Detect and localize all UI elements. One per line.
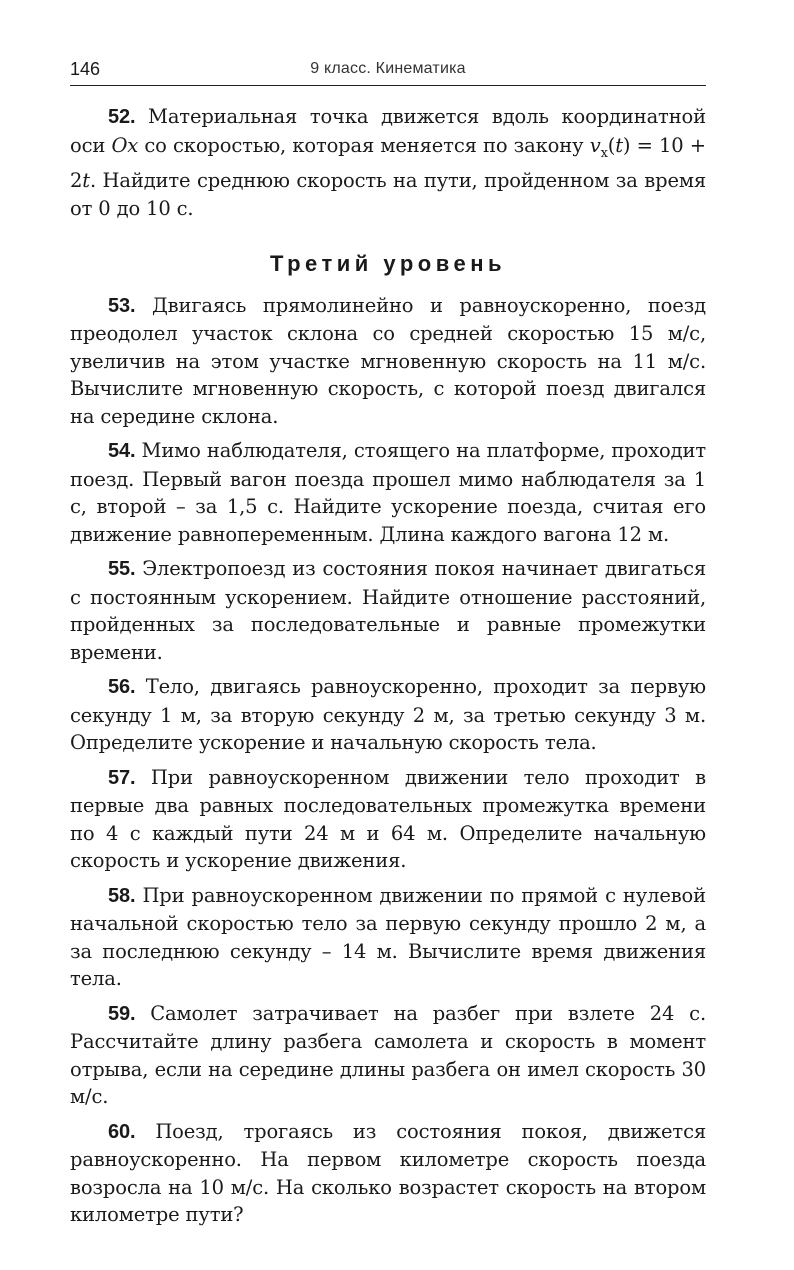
problem-number: 55. (108, 558, 136, 580)
problem-text: Материальная точка движется вдоль координатной оси (70, 105, 706, 157)
page-content (70, 103, 706, 1236)
problem-52 (70, 103, 706, 222)
problem-59 (70, 1000, 706, 1111)
problem-54 (70, 437, 706, 548)
problem-60 (70, 1118, 706, 1229)
running-title: 9 класс. Кинематика (310, 60, 466, 77)
problem-number: 57. (108, 766, 136, 789)
problem-text: Тело, двигаясь равноускоренно, проходит за первую секунду 1 м, за вторую секунду 2 м, за третью секунду 3 м. Определите ускорение и начальную скорость тела. (70, 675, 706, 754)
problem-number: 60. (108, 1120, 136, 1143)
problem-text: . Найдите среднюю скорость на пути, пройденном за время от 0 до 10 с. (70, 169, 706, 220)
axis-symbol: Ox (111, 133, 139, 157)
time-symbol: t (82, 169, 90, 192)
problem-number: 56. (108, 676, 136, 698)
problem-text: Мимо наблюдателя, стоящего на платформе, проходит поезд. Первый вагон поезда прошел мимо наблюдателя за 1 с, второй – за 1,5 с. Найдите ускорение поезда, считая его движение равнопеременным. Длина каждого вагона 12 м. (70, 439, 706, 546)
page-number: 146 (70, 59, 101, 79)
problem-number: 53. (108, 294, 136, 317)
page-header (70, 55, 706, 86)
problem-number: 58. (108, 884, 136, 907)
problem-text: Самолет затрачивает на разбег при взлете 24 с. Рассчитайте длину разбега самолета и скорость в момент отрыва, если на середине длины разбега он имел скорость 30 м/с. (70, 1001, 706, 1108)
problem-57 (70, 764, 706, 875)
time-symbol: t (615, 133, 623, 157)
velocity-symbol: v (589, 133, 601, 157)
formula-part: ( (607, 133, 616, 157)
problem-text: Электропоезд из состояния покоя начинает двигаться с постоянным ускорением. Найдите отношение расстояний, пройденных за последовательные и равные промежутки времени. (70, 557, 706, 664)
section-heading: Третий уровень (269, 251, 507, 276)
formula-part: ) = 10 + 2 (70, 133, 706, 192)
problem-text: Двигаясь прямолинейно и равноускоренно, поезд преодолел участок склона со средней скоростью 15 м/с, увеличив на этом участке мгновенную скорость на 11 м/с. Вычислите мгновенную скорость, с которой поезд двигался на середине склона. (70, 293, 706, 428)
problem-number: 52. (108, 106, 136, 128)
problem-number: 54. (108, 440, 136, 462)
problem-55 (70, 555, 706, 666)
problem-text: Поезд, трогаясь из состояния покоя, движется равноускоренно. На первом километре скорость поезда возросла на 10 м/с. На сколько возрастет скорость на втором километре пути? (70, 1119, 706, 1226)
problem-56 (70, 673, 706, 757)
problem-text: При равноускоренном движении тело проходит в первые два равных последовательных промежутка времени по 4 с каждый пути 24 м и 64 м. Определите начальную скорость и ускорение движения. (70, 765, 706, 872)
velocity-subscript: x (600, 145, 608, 161)
problem-text: При равноускоренном движении по прямой с нулевой начальной скоростью тело за первую секунду прошло 2 м, а за последнюю секунду – 14 м. Вычислите время движения тела. (70, 883, 706, 990)
problem-text: со скоростью, которая меняется по закону (138, 133, 590, 157)
problem-58 (70, 882, 706, 993)
problem-53 (70, 292, 706, 431)
problem-number: 59. (108, 1002, 136, 1025)
